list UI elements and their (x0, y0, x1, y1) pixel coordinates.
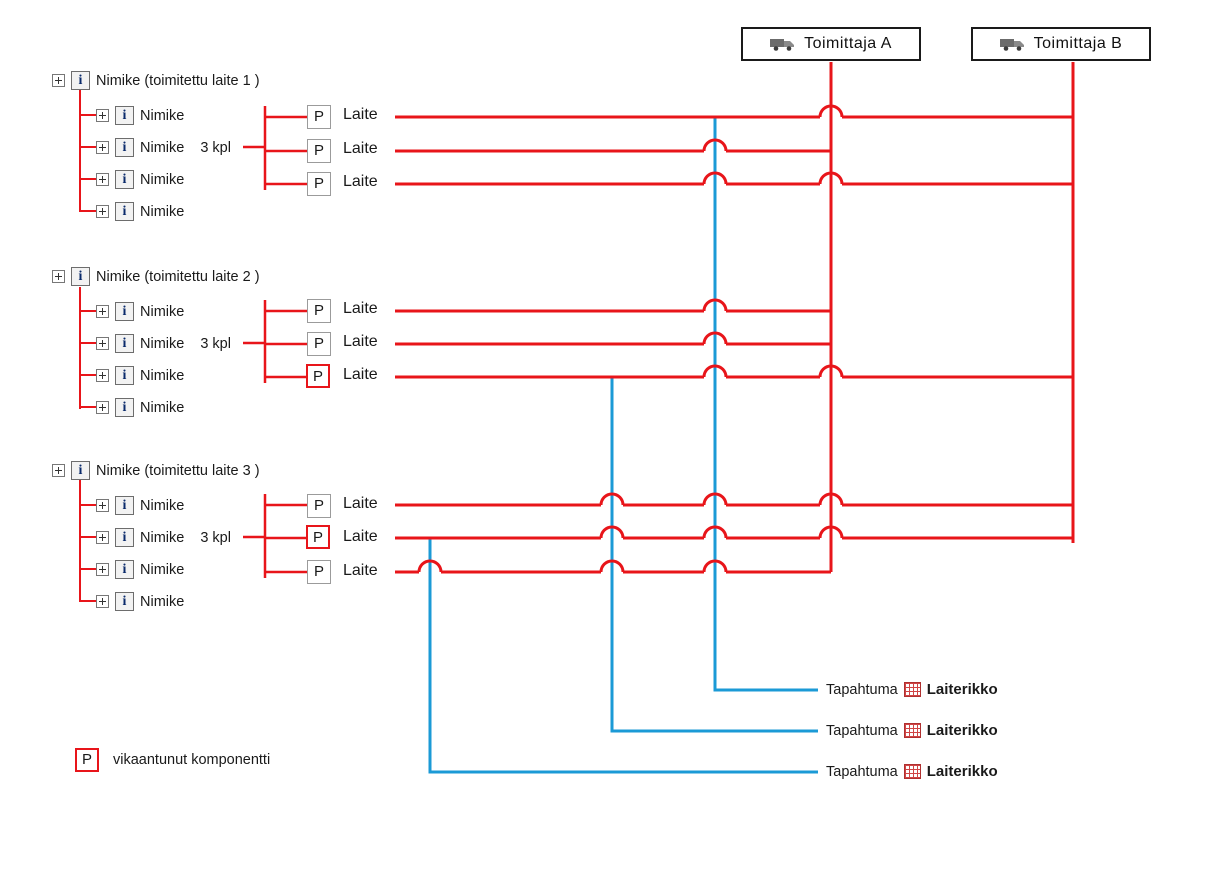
expand-plus-icon[interactable] (96, 499, 109, 512)
component-letter: P (313, 142, 324, 159)
tree-root-row[interactable] (52, 461, 260, 480)
info-icon: i (115, 560, 134, 579)
device-label: Laite (343, 106, 378, 123)
info-icon: i (115, 138, 134, 157)
device-label: Laite (343, 140, 378, 157)
device-label: Laite (343, 333, 378, 350)
device-label: Laite (343, 366, 378, 383)
expand-plus-icon[interactable] (96, 595, 109, 608)
tree-child-label: Nimike (140, 107, 185, 124)
tree-child-row[interactable] (96, 528, 231, 547)
component-letter: P (313, 497, 324, 514)
component-box[interactable] (307, 494, 331, 518)
supplier-box-a[interactable] (741, 27, 921, 61)
tree-child-qty: 3 kpl (200, 529, 231, 546)
legend-component-box (75, 748, 99, 772)
event-row[interactable] (826, 763, 998, 780)
tree-root-row[interactable] (52, 71, 260, 90)
supplier-a-label: Toimittaja A (804, 35, 892, 52)
tree-child-label: Nimike (140, 171, 185, 188)
event-name: Laiterikko (926, 722, 998, 739)
device-label: Laite (343, 300, 378, 317)
supplier-b-label: Toimittaja B (1033, 35, 1123, 52)
expand-plus-icon[interactable] (52, 464, 65, 477)
component-box[interactable] (307, 560, 331, 584)
expand-plus-icon[interactable] (96, 531, 109, 544)
expand-plus-icon[interactable] (96, 141, 109, 154)
event-name: Laiterikko (926, 681, 998, 698)
tree-root-label: Nimike (toimitettu laite 3 ) (96, 462, 260, 479)
event-row[interactable] (826, 681, 998, 698)
info-icon: i (115, 106, 134, 125)
grid-icon (904, 723, 921, 738)
tree-child-row[interactable] (96, 496, 200, 515)
failed-component-box[interactable] (306, 525, 330, 549)
tree-root-row[interactable] (52, 267, 260, 286)
truck-icon (770, 37, 796, 51)
info-icon: i (115, 334, 134, 353)
component-box[interactable] (307, 105, 331, 129)
tree-child-label: Nimike (140, 497, 185, 514)
event-prefix: Tapahtuma (826, 763, 898, 780)
info-icon: i (115, 528, 134, 547)
tree-child-qty: 3 kpl (200, 335, 231, 352)
tree-child-row[interactable] (96, 302, 200, 321)
tree-child-label: Nimike (140, 561, 185, 578)
tree-child-label: Nimike (140, 367, 185, 384)
tree-child-row[interactable] (96, 592, 200, 611)
tree-root-label: Nimike (toimitettu laite 1 ) (96, 72, 260, 89)
expand-plus-icon[interactable] (96, 305, 109, 318)
component-box[interactable] (307, 139, 331, 163)
truck-icon (1000, 37, 1026, 51)
device-label: Laite (343, 562, 378, 579)
info-icon: i (71, 461, 90, 480)
expand-plus-icon[interactable] (96, 109, 109, 122)
tree-child-label: Nimike (140, 203, 185, 220)
component-box[interactable] (307, 332, 331, 356)
tree-root-label: Nimike (toimitettu laite 2 ) (96, 268, 260, 285)
failed-component-box[interactable] (306, 364, 330, 388)
info-icon: i (115, 302, 134, 321)
component-letter: P (313, 335, 324, 352)
event-prefix: Tapahtuma (826, 722, 898, 739)
supplier-box-b[interactable] (971, 27, 1151, 61)
component-box[interactable] (307, 299, 331, 323)
expand-plus-icon[interactable] (52, 270, 65, 283)
info-icon: i (115, 202, 134, 221)
info-icon: i (71, 71, 90, 90)
expand-plus-icon[interactable] (96, 173, 109, 186)
tree-child-label: Nimike (140, 335, 185, 352)
component-box[interactable] (307, 172, 331, 196)
info-icon: i (115, 496, 134, 515)
grid-icon (904, 682, 921, 697)
tree-child-row[interactable] (96, 170, 200, 189)
tree-child-qty: 3 kpl (200, 139, 231, 156)
expand-plus-icon[interactable] (96, 401, 109, 414)
legend-component-letter: P (81, 751, 92, 768)
info-icon: i (115, 398, 134, 417)
tree-child-row[interactable] (96, 560, 200, 579)
info-icon: i (71, 267, 90, 286)
legend (75, 748, 270, 772)
expand-plus-icon[interactable] (96, 369, 109, 382)
device-label: Laite (343, 173, 378, 190)
tree-child-label: Nimike (140, 139, 185, 156)
legend-text: vikaantunut komponentti (113, 752, 271, 768)
expand-plus-icon[interactable] (52, 74, 65, 87)
event-row[interactable] (826, 722, 998, 739)
tree-child-row[interactable] (96, 366, 200, 385)
event-name: Laiterikko (926, 763, 998, 780)
grid-icon (904, 764, 921, 779)
tree-child-row[interactable] (96, 138, 231, 157)
info-icon: i (115, 366, 134, 385)
expand-plus-icon[interactable] (96, 205, 109, 218)
component-letter: P (312, 529, 323, 546)
component-letter: P (313, 108, 324, 125)
tree-child-label: Nimike (140, 303, 185, 320)
tree-child-row[interactable] (96, 202, 200, 221)
device-label: Laite (343, 528, 378, 545)
component-letter: P (312, 368, 323, 385)
info-icon: i (115, 592, 134, 611)
tree-child-row[interactable] (96, 106, 200, 125)
tree-child-label: Nimike (140, 593, 185, 610)
device-label: Laite (343, 495, 378, 512)
info-icon: i (115, 170, 134, 189)
tree-child-row[interactable] (96, 398, 200, 417)
expand-plus-icon[interactable] (96, 563, 109, 576)
component-letter: P (313, 563, 324, 580)
tree-child-label: Nimike (140, 529, 185, 546)
tree-child-row[interactable] (96, 334, 231, 353)
component-letter: P (313, 302, 324, 319)
expand-plus-icon[interactable] (96, 337, 109, 350)
tree-child-label: Nimike (140, 399, 185, 416)
event-prefix: Tapahtuma (826, 681, 898, 698)
component-letter: P (313, 175, 324, 192)
